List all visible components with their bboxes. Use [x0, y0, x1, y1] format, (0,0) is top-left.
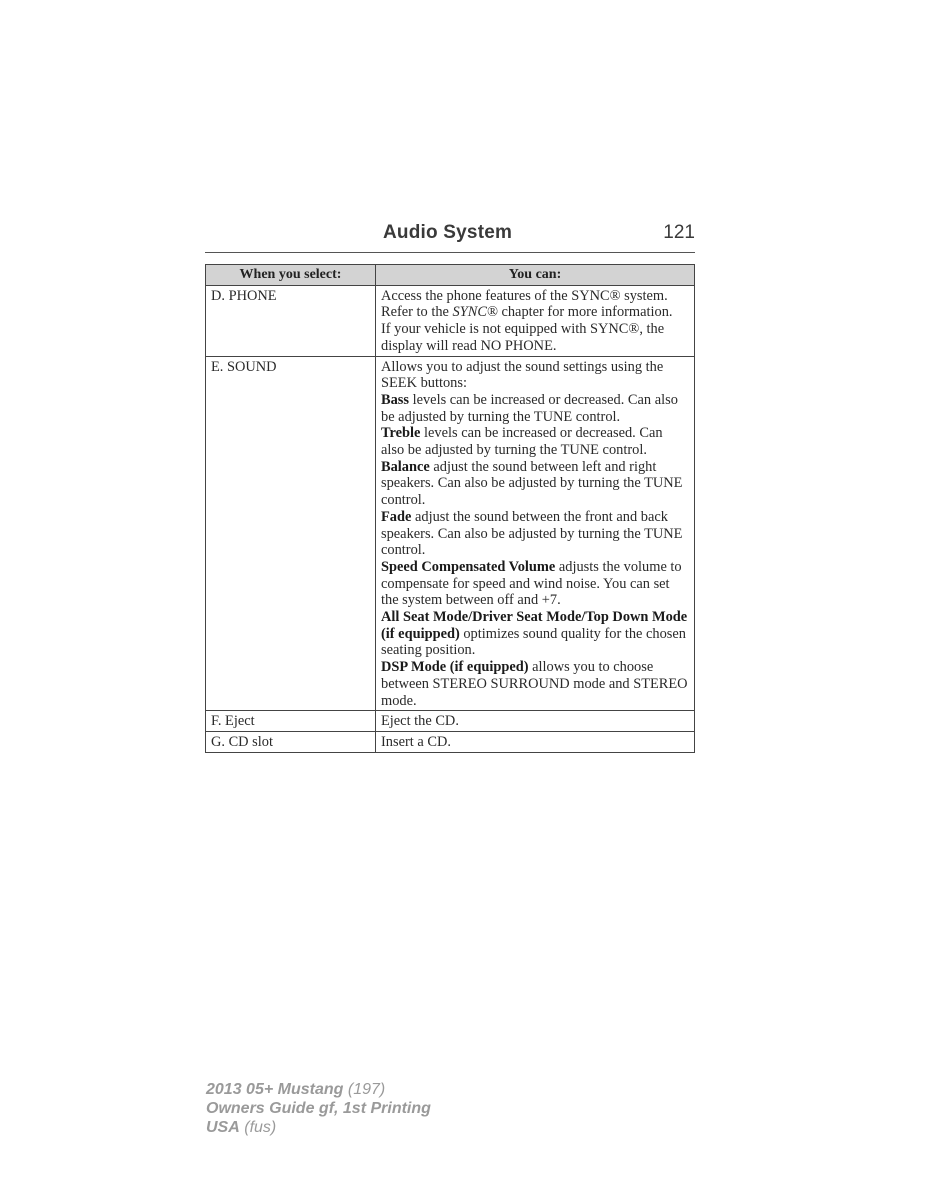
table-header-row: [206, 265, 695, 286]
column-header-select: When you select:: [206, 265, 376, 286]
action-paragraph: Bass levels can be increased or decreased. Can also be adjusted by turning the TUNE control.: [381, 391, 678, 425]
table-row: [206, 711, 695, 732]
select-cell: E. SOUND: [206, 356, 376, 711]
action-paragraph: Treble levels can be increased or decreased. Can also be adjusted by turning the TUNE control.: [381, 425, 663, 459]
footer-line-3: [206, 1118, 431, 1137]
audio-controls-table: [205, 264, 695, 753]
footer-line-1: [206, 1080, 431, 1099]
table-row: [206, 356, 695, 711]
action-paragraph: All Seat Mode/Driver Seat Mode/Top Down Mode (if equipped) optimizes sound quality for the chosen seating position.: [381, 609, 688, 659]
action-paragraph: Insert a CD.: [381, 733, 451, 750]
table-body: [206, 285, 695, 752]
section-title: Audio System: [383, 222, 513, 243]
footer-model-code: (197): [347, 1081, 386, 1098]
select-cell: F. Eject: [206, 711, 376, 732]
select-cell: G. CD slot: [206, 731, 376, 752]
action-paragraph: Speed Compensated Volume adjusts the volume to compensate for speed and wind noise. You can set the system between off and +7.: [381, 558, 682, 609]
print-footer: [206, 1080, 431, 1137]
action-paragraph: Access the phone features of the SYNC® system. Refer to the SYNC® chapter for more information.: [381, 287, 673, 321]
select-cell: D. PHONE: [206, 285, 376, 356]
action-paragraph: Allows you to adjust the sound settings using the SEEK buttons:: [381, 358, 664, 392]
action-paragraph: Eject the CD.: [381, 713, 459, 730]
action-paragraph: Fade adjust the sound between the front and back speakers. Can also be adjusted by turning the TUNE control.: [381, 508, 683, 559]
action-cell: [376, 711, 695, 732]
page-header: [205, 222, 695, 253]
action-cell: [376, 285, 695, 356]
action-paragraph: DSP Mode (if equipped) allows you to choose between STEREO SURROUND mode and STEREO mode.: [381, 659, 688, 709]
action-paragraph: Balance adjust the sound between left and right speakers. Can also be adjusted by turning the TUNE control.: [381, 458, 683, 509]
action-cell: [376, 731, 695, 752]
footer-market: USA: [206, 1119, 240, 1136]
action-cell: [376, 356, 695, 711]
footer-line-2: [206, 1099, 431, 1118]
action-paragraph: If your vehicle is not equipped with SYNC®, the display will read NO PHONE.: [381, 321, 665, 354]
table-row: [206, 731, 695, 752]
footer-market-code: (fus): [244, 1119, 277, 1136]
footer-model: 2013 05+ Mustang: [206, 1081, 344, 1098]
footer-edition: Owners Guide gf, 1st Printing: [206, 1100, 431, 1117]
table-row: [206, 285, 695, 356]
page-number: 121: [663, 222, 695, 243]
column-header-action: You can:: [376, 265, 695, 286]
